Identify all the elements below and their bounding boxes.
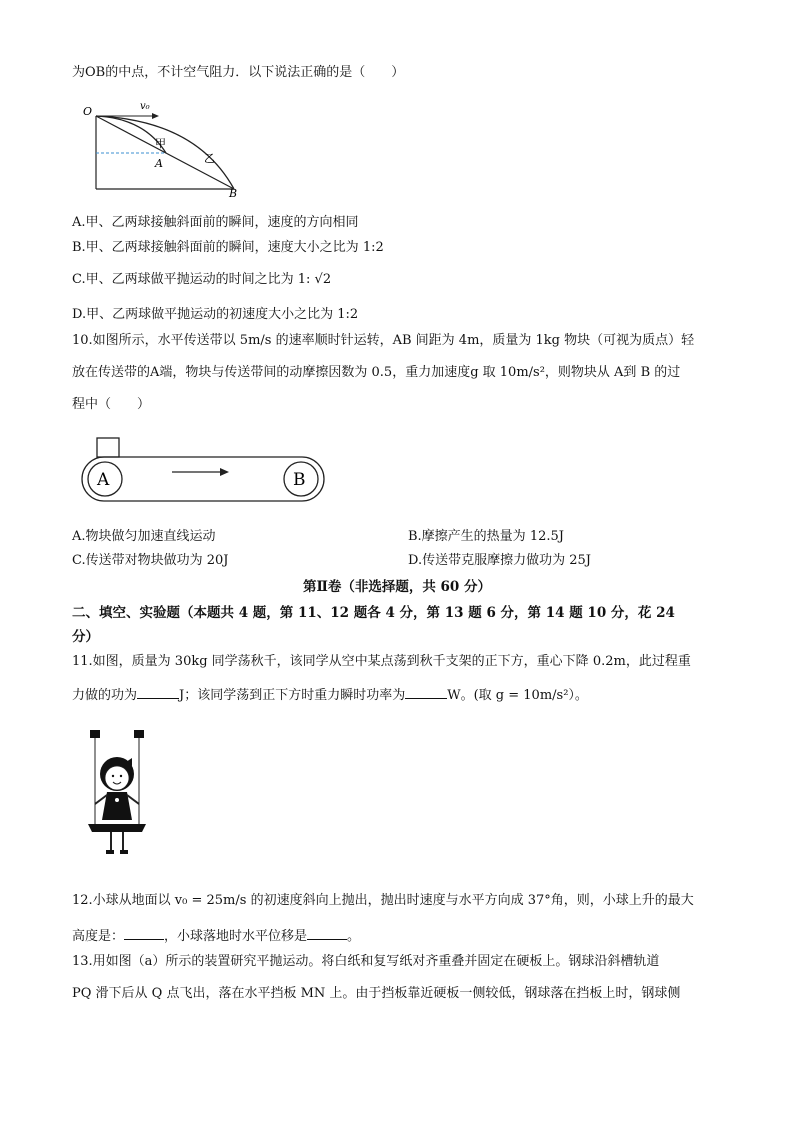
label-B: B [229, 187, 238, 198]
q10-option-a: A.物块做匀加速直线运动 [72, 529, 216, 544]
pulley-label-a: A [97, 470, 110, 490]
q11-text-a: 力做的功为 [72, 688, 138, 703]
q11-blank-power[interactable] [405, 685, 447, 699]
pulley-label-b: B [293, 470, 306, 490]
q10-option-c: C.传送带对物块做功为 20J [72, 553, 229, 568]
q10-line3: 程中（ ） [72, 397, 151, 412]
swing-girl-illustration [82, 728, 162, 864]
q13-line1: 13.用如图（a）所示的装置研究平抛运动。将白纸和复写纸对齐重叠并固定在硬板上。钢球沿斜槽轨道 [72, 954, 660, 969]
q11-text-c: W。(取 g = 10m/s²）。 [447, 688, 588, 703]
label-v0: v₀ [140, 101, 150, 112]
q9-option-d: D.甲、乙两球做平抛运动的初速度大小之比为 1:2 [72, 307, 359, 322]
q10-line2: 放在传送带的A端，物块与传送带间的动摩擦因数为 0.5，重力加速度g 取 10m/s²，则物块从 A到 B 的过 [72, 365, 681, 380]
q10-option-b: B.摩擦产生的热量为 12.5J [408, 529, 564, 544]
label-A: A [155, 157, 163, 170]
part2-title: 第Ⅱ卷（非选择题，共 60 分） [302, 579, 492, 595]
q9-option-c: C.甲、乙两球做平抛运动的时间之比为 1: √2 [72, 272, 332, 287]
q12-text-c: 。 [347, 929, 361, 944]
q11-text-b: J；该同学荡到正下方时重力瞬时功率为 [179, 688, 406, 703]
q11-line1: 11.如图，质量为 30kg 同学荡秋千，该同学从空中某点荡到秋千支架的正下方，重心下降 0.2m，此过程重 [72, 654, 691, 669]
q11-blank-work[interactable] [137, 685, 179, 699]
q12-line1: 12.小球从地面以 v₀ = 25m/s 的初速度斜向上抛出，抛出时速度与水平方向成 37°角，则，小球上升的最大 [72, 893, 694, 908]
label-yi: 乙 [204, 152, 215, 165]
label-O: O [83, 105, 93, 118]
q12-text-a: 高度是： [72, 929, 125, 944]
q9-option-a: A.甲、乙两球接触斜面前的瞬间，速度的方向相同 [72, 215, 359, 230]
q12-blank-max-height[interactable] [124, 926, 164, 940]
q12-blank-displacement[interactable] [307, 926, 347, 940]
q12-line2 [72, 926, 360, 946]
q10-option-d: D.传送带克服摩擦力做功为 25J [408, 553, 591, 568]
q9-option-b: B.甲、乙两球接触斜面前的瞬间，速度大小之比为 1:2 [72, 240, 384, 255]
label-jia: 甲 [155, 137, 166, 150]
q9-intro: 为OB的中点，不计空气阻力．以下说法正确的是（ ） [72, 65, 405, 80]
section-heading-line2: 分） [72, 629, 99, 645]
section-heading-line1: 二、填空、实验题（本题共 4 题，第 11、12 题各 4 分，第 13 题 6 分，第 14 题 10 分，花 24 [72, 605, 675, 621]
q9-projectile-figure [76, 94, 251, 198]
q11-line2 [72, 685, 588, 705]
q10-line1: 10.如图所示，水平传送带以 5m/s 的速率顺时针运转，AB 间距为 4m，质量为 1kg 物块（可视为质点）轻 [72, 333, 695, 348]
q13-line2: PQ 滑下后从 Q 点飞出，落在水平挡板 MN 上。由于挡板靠近硬板一侧较低，钢球落在挡板上时，钢球侧 [72, 986, 681, 1001]
q10-conveyor-figure [80, 434, 330, 508]
q12-text-b: ，小球落地时水平位移是 [164, 929, 308, 944]
